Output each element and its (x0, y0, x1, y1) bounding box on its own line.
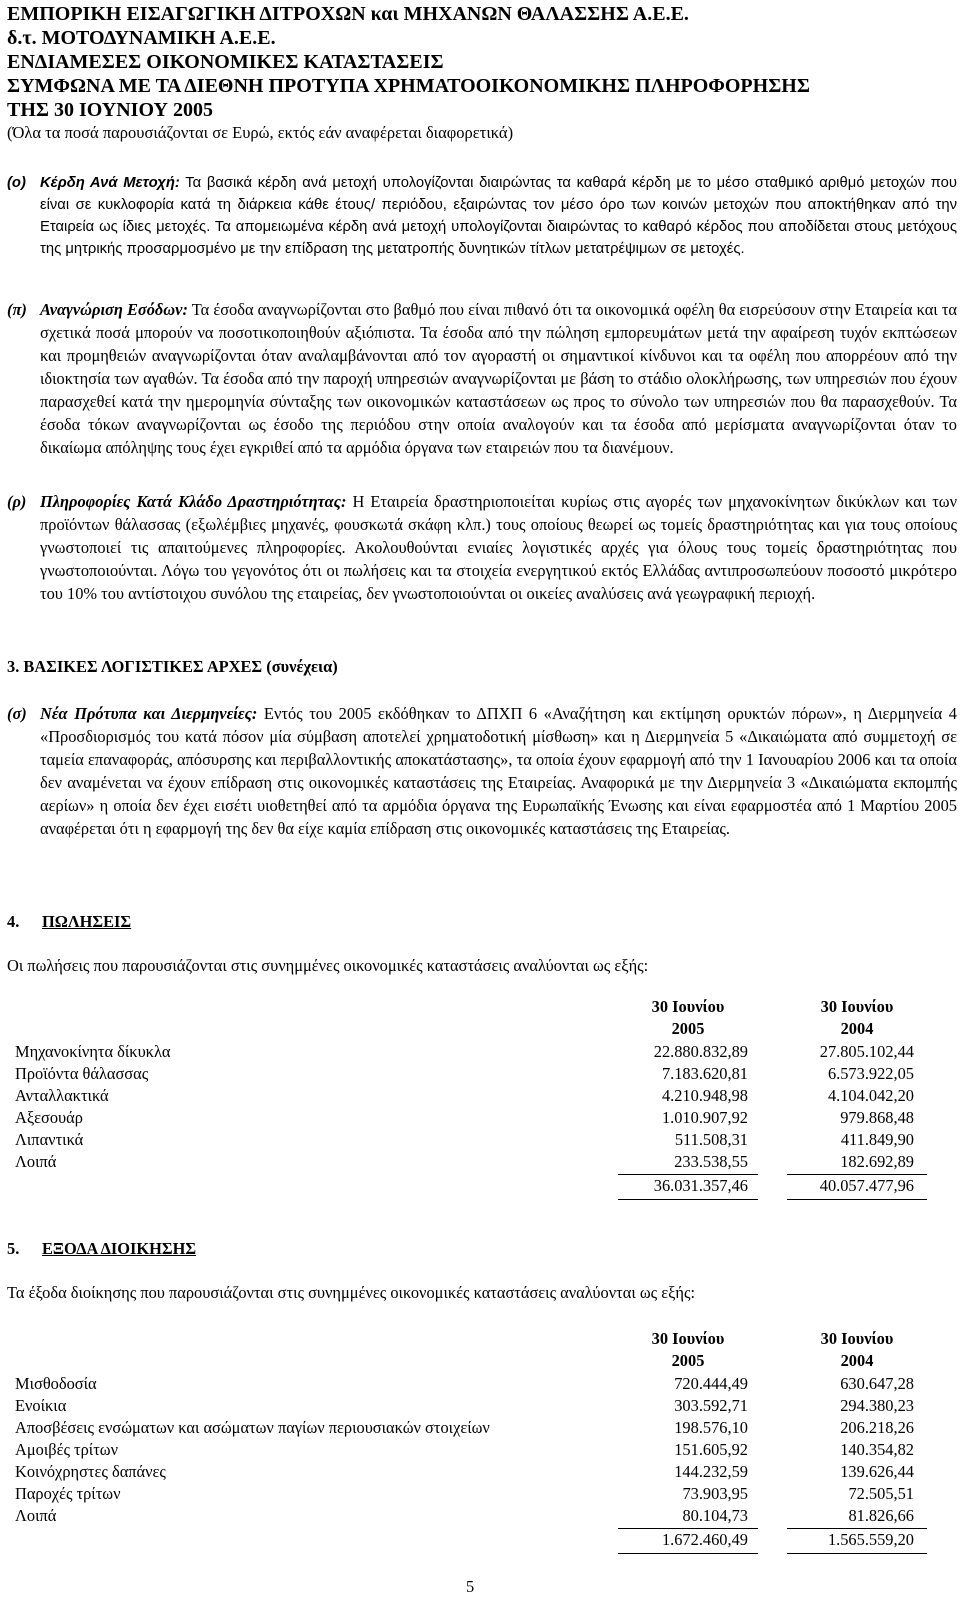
value-2004: 4.104.042,20 (827, 1086, 914, 1105)
value-2004: 182.692,89 (840, 1152, 914, 1171)
item-body (40, 298, 957, 459)
value-2005: 1.010.907,92 (661, 1108, 748, 1127)
value-2005: 303.592,71 (674, 1396, 748, 1415)
item-body (40, 172, 957, 260)
section-5-intro: Τα έξοδα διοίκησης που παρουσιάζονται στις συνημμένες οικονομικές καταστάσεις αναλύονται ως εξής: (7, 1283, 696, 1302)
value-2005: 151.605,92 (674, 1440, 748, 1459)
row-label: Αξεσουάρ (15, 1108, 83, 1127)
total-2005: 1.672.460,49 (661, 1530, 748, 1549)
policy-segment-information (7, 490, 957, 605)
row-label: Ανταλλακτικά (15, 1086, 109, 1105)
policy-earnings-per-share (7, 172, 957, 260)
row-label: Λιπαντικά (15, 1130, 84, 1149)
item-body (40, 490, 957, 605)
column-header-2005 (618, 1328, 758, 1372)
row-label: Λοιπά (15, 1152, 57, 1171)
table-row (0, 1506, 960, 1528)
value-2004: 139.626,44 (840, 1462, 914, 1481)
item-label: (σ) (7, 704, 27, 723)
section-4-heading (7, 912, 131, 932)
table-row (0, 1374, 960, 1396)
total-rule (618, 1199, 758, 1200)
column-header-year: 2005 (671, 1019, 705, 1038)
row-label: Μισθοδοσία (15, 1374, 97, 1393)
company-name: ΕΜΠΟΡΙΚΗ ΕΙΣΑΓΩΓΙΚΗ ΔΙΤΡΟΧΩΝ και ΜΗΧΑΝΩΝ ΘΑΛΑΣΣΗΣ Α.Ε.Ε. (7, 3, 689, 25)
trade-name: δ.τ. ΜΟΤΟΔΥΝΑΜΙΚΗ Α.Ε.Ε. (7, 27, 276, 49)
row-label: Προϊόντα θάλασσας (15, 1064, 149, 1083)
total-2004: 40.057.477,96 (819, 1176, 914, 1195)
value-2005: 511.508,31 (674, 1130, 748, 1149)
value-2005: 80.104,73 (682, 1506, 748, 1525)
document-header (7, 2, 810, 144)
item-text: Τα έσοδα αναγνωρίζονται στο βαθμό που είναι πιθανό ότι τα οικονομικά οφέλη θα εισρεύσουν στην Εταιρεία και τα σχετικά ποσά μπορούν να ποσοτικοποιηθούν αξιόπιστα. Τα έσοδα από την πώληση εμπορευμάτων μετά την αφαίρεση τυχόν εκπτώσεων και προμηθειών αναγνωρίζονται όταν αναλαμβάνονται από τον αγοραστή οι σημαντικοί κίνδυνοι και τα οφέλη που απορρέουν από την ιδιοκτησία των αγαθών. Τα έσοδα από την παροχή υπηρεσιών αναγνωρίζονται με βάση το στάδιο ολοκλήρωσης, των υπηρεσιών που έχουν παρασχεθεί κατά την ημερομηνία σύνταξης των οικονομικών καταστάσεων ως προς το σύνολο των υπηρεσιών που θα παρασχεθούν. Τα έσοδα τόκων αναγνωρίζονται ως έσοδο της περιόδου στην οποία αναλογούν και τα έσοδα από μερίσματα αναγνωρίζονται όταν το δικαίωμα απόληψης τους έχει εγκριθεί από τα αρμόδια όργανα των εταιρειών που τα διανέμουν. (40, 300, 957, 457)
row-label: Μηχανοκίνητα δίκυκλα (15, 1042, 171, 1061)
item-text: Η Εταιρεία δραστηριοποιείται κυρίως στις αγορές των μηχανοκίνητων δικύκλων και των προϊόντων θάλασσας (εξωλέμβιες μηχανές, φουσκωτά σκάφη κλπ.) τους οποίους θεωρεί ως τομείς δραστηριότητας και για τους οποίους γνωστοποιεί τις απαιτούμενες πληροφορίες. Ακολουθούνται ενιαίες λογιστικές αρχές για όλους τους τομείς δραστηριότητας που γνωστοποιούνται. Λόγω του γεγονότος ότι οι πωλήσεις και τα στοιχεία ενεργητικού εκτός Ελλάδας αντιπροσωπεύουν ποσοστό μικρότερο του 10% του αντίστοιχου συνόλου της εταιρείας, δεν γνωστοποιούνται οι οικείες αναλύσεις ανά γεωγραφική περιοχή. (40, 492, 957, 603)
total-rule (787, 1199, 927, 1200)
column-header-line: 30 Ιουνίου (820, 997, 894, 1016)
value-2004: 411.849,90 (840, 1130, 914, 1149)
total-2004: 1.565.559,20 (827, 1530, 914, 1549)
row-label: Κοινόχρηστες δαπάνες (15, 1462, 166, 1481)
value-2004: 27.805.102,44 (819, 1042, 914, 1061)
value-2005: 198.576,10 (674, 1418, 748, 1437)
row-label: Παροχές τρίτων (15, 1484, 121, 1503)
subtotal-rule (787, 1174, 927, 1175)
page-number: 5 (466, 1577, 475, 1596)
column-header-2005 (618, 996, 758, 1040)
total-row (0, 1530, 960, 1552)
column-header-year: 2004 (840, 1351, 874, 1370)
value-2004: 140.354,82 (840, 1440, 914, 1459)
subtotal-rule (618, 1528, 758, 1529)
total-rule (787, 1553, 927, 1554)
value-2004: 81.826,66 (848, 1506, 914, 1525)
table-row (0, 1086, 960, 1108)
column-header-line: 30 Ιουνίου (820, 1329, 894, 1348)
item-title: Πληροφορίες Κατά Κλάδο Δραστηριότητας: (40, 492, 347, 511)
table-row (0, 1418, 960, 1440)
total-2005: 36.031.357,46 (653, 1176, 748, 1195)
value-2004: 630.647,28 (840, 1374, 914, 1393)
item-title: Αναγνώριση Εσόδων: (40, 300, 188, 319)
table-row (0, 1152, 960, 1174)
column-header-line: 30 Ιουνίου (651, 1329, 725, 1348)
value-2005: 7.183.620,81 (661, 1064, 748, 1083)
total-rule (618, 1553, 758, 1554)
value-2004: 6.573.922,05 (827, 1064, 914, 1083)
currency-note: (Όλα τα ποσά παρουσιάζονται σε Ευρώ, εκτός εάν αναφέρεται διαφορετικά) (7, 123, 514, 142)
table-row (0, 1462, 960, 1484)
value-2004: 72.505,51 (848, 1484, 914, 1503)
value-2005: 233.538,55 (674, 1152, 748, 1171)
period-title: ΤΗΣ 30 ΙΟΥΝΙΟΥ 2005 (7, 99, 213, 121)
value-2005: 4.210.948,98 (661, 1086, 748, 1105)
table-row (0, 1396, 960, 1418)
value-2004: 294.380,23 (840, 1396, 914, 1415)
section-4-intro: Οι πωλήσεις που παρουσιάζονται στις συνημμένες οικονομικές καταστάσεις αναλύονται ως εξής: (7, 956, 649, 975)
value-2004: 979.868,48 (840, 1108, 914, 1127)
subtotal-rule (787, 1528, 927, 1529)
statements-title: ΕΝΔΙΑΜΕΣΕΣ ΟΙΚΟΝΟΜΙΚΕΣ ΚΑΤΑΣΤΑΣΕΙΣ (7, 51, 444, 73)
table-row (0, 1484, 960, 1506)
value-2005: 144.232,59 (674, 1462, 748, 1481)
value-2005: 22.880.832,89 (653, 1042, 748, 1061)
item-title: Κέρδη Ανά Μετοχή: (40, 175, 180, 191)
subtotal-rule (618, 1174, 758, 1175)
row-label: Λοιπά (15, 1506, 57, 1525)
row-label: Ενοίκια (15, 1396, 67, 1415)
section-title: ΠΩΛΗΣΕΙΣ (42, 912, 132, 931)
item-label: (ρ) (7, 492, 27, 511)
row-label: Αμοιβές τρίτων (15, 1440, 119, 1459)
section-title: ΕΞΟΔΑ ΔΙΟΙΚΗΣΗΣ (42, 1239, 197, 1258)
total-row (0, 1176, 960, 1198)
column-header-year: 2005 (671, 1351, 705, 1370)
item-body (40, 702, 957, 840)
column-header-year: 2004 (840, 1019, 874, 1038)
column-header-2004 (787, 996, 927, 1040)
value-2005: 73.903,95 (682, 1484, 748, 1503)
item-text: Τα βασικά κέρδη ανά μετοχή υπολογίζονται διαιρώντας τα καθαρά κέρδη με το μέσο σταθμικό αριθμό μετοχών που είναι σε κυκλοφορία κατά τη διάρκεια κάθε έτους/ περιόδου, εξαιρώντας τον μέσο όρο των κοινών μετοχών που αποκτήθηκαν από την Εταιρεία ως ίδιες μετοχές. Τα απομειωμένα κέρδη ανά μετοχή υπολογίζονται διαιρώντας το καθαρό κέρδος που αποδίδεται στους μετόχους της μητρικής προσαρμοσμένο με την επίδραση της μετατροπής δυνητικών τίτλων μετατρέψιμων σε μετοχές. (40, 175, 957, 257)
table-row (0, 1440, 960, 1462)
item-label: (π) (7, 300, 27, 319)
column-header-2004 (787, 1328, 927, 1372)
item-text: Εντός του 2005 εκδόθηκαν το ΔΠΧΠ 6 «Αναζήτηση και εκτίμηση ορυκτών πόρων», η Διερμηνεία 4 «Προσδιορισμός του κατά πόσον μία σύμβαση αποτελεί χρηματοδοτική μίσθωση» και η Διερμηνεία 5 «Δικαιώματα από συμμετοχή σε ταμεία επαναφοράς, απόσυρσης και περιβαλλοντικής αποκατάστασης», τα οποία έχουν εφαρμογή από την 1 Ιανουαρίου 2006 και τα οποία δεν αναμένεται να έχουν επίδραση στις οικονομικές καταστάσεις της Εταιρείας. Αναφορικά με την Διερμηνεία 3 «Δικαιώματα εκπομπής αερίων» η οποία δεν έχει εισέτι υιοθετηθεί από τα αρμόδια όργανα της Ευρωπαϊκής Ένωσης και είναι εφαρμοστέα από 1 Μαρτίου 2005 αναφέρεται ότι η εφαρμογή της δεν θα είχε καμία επίδραση στις οικονομικές καταστάσεις της Εταιρείας. (40, 704, 957, 838)
table-row (0, 1064, 960, 1086)
column-header-line: 30 Ιουνίου (651, 997, 725, 1016)
section-number: 4. (7, 912, 20, 931)
section-number: 5. (7, 1239, 20, 1258)
policy-revenue-recognition (7, 298, 957, 459)
value-2005: 720.444,49 (674, 1374, 748, 1393)
table-row (0, 1108, 960, 1130)
section-5-heading (7, 1239, 196, 1259)
standards-title: ΣΥΜΦΩΝΑ ΜΕ ΤΑ ΔΙΕΘΝΗ ΠΡΟΤΥΠΑ ΧΡΗΜΑΤΟΟΙΚΟΝΟΜΙΚΗΣ ΠΛΗΡΟΦΟΡΗΣΗΣ (7, 75, 810, 97)
row-label: Αποσβέσεις ενσώματων και ασώματων παγίων περιουσιακών στοιχείων (15, 1418, 490, 1437)
item-label: (ο) (7, 175, 26, 191)
item-title: Νέα Πρότυπα και Διερμηνείες: (40, 704, 258, 723)
table-row (0, 1130, 960, 1152)
value-2004: 206.218,26 (840, 1418, 914, 1437)
section-3-title: 3. ΒΑΣΙΚΕΣ ΛΟΓΙΣΤΙΚΕΣ ΑΡΧΕΣ (συνέχεια) (7, 657, 338, 676)
policy-new-standards (7, 702, 957, 840)
table-row (0, 1042, 960, 1064)
